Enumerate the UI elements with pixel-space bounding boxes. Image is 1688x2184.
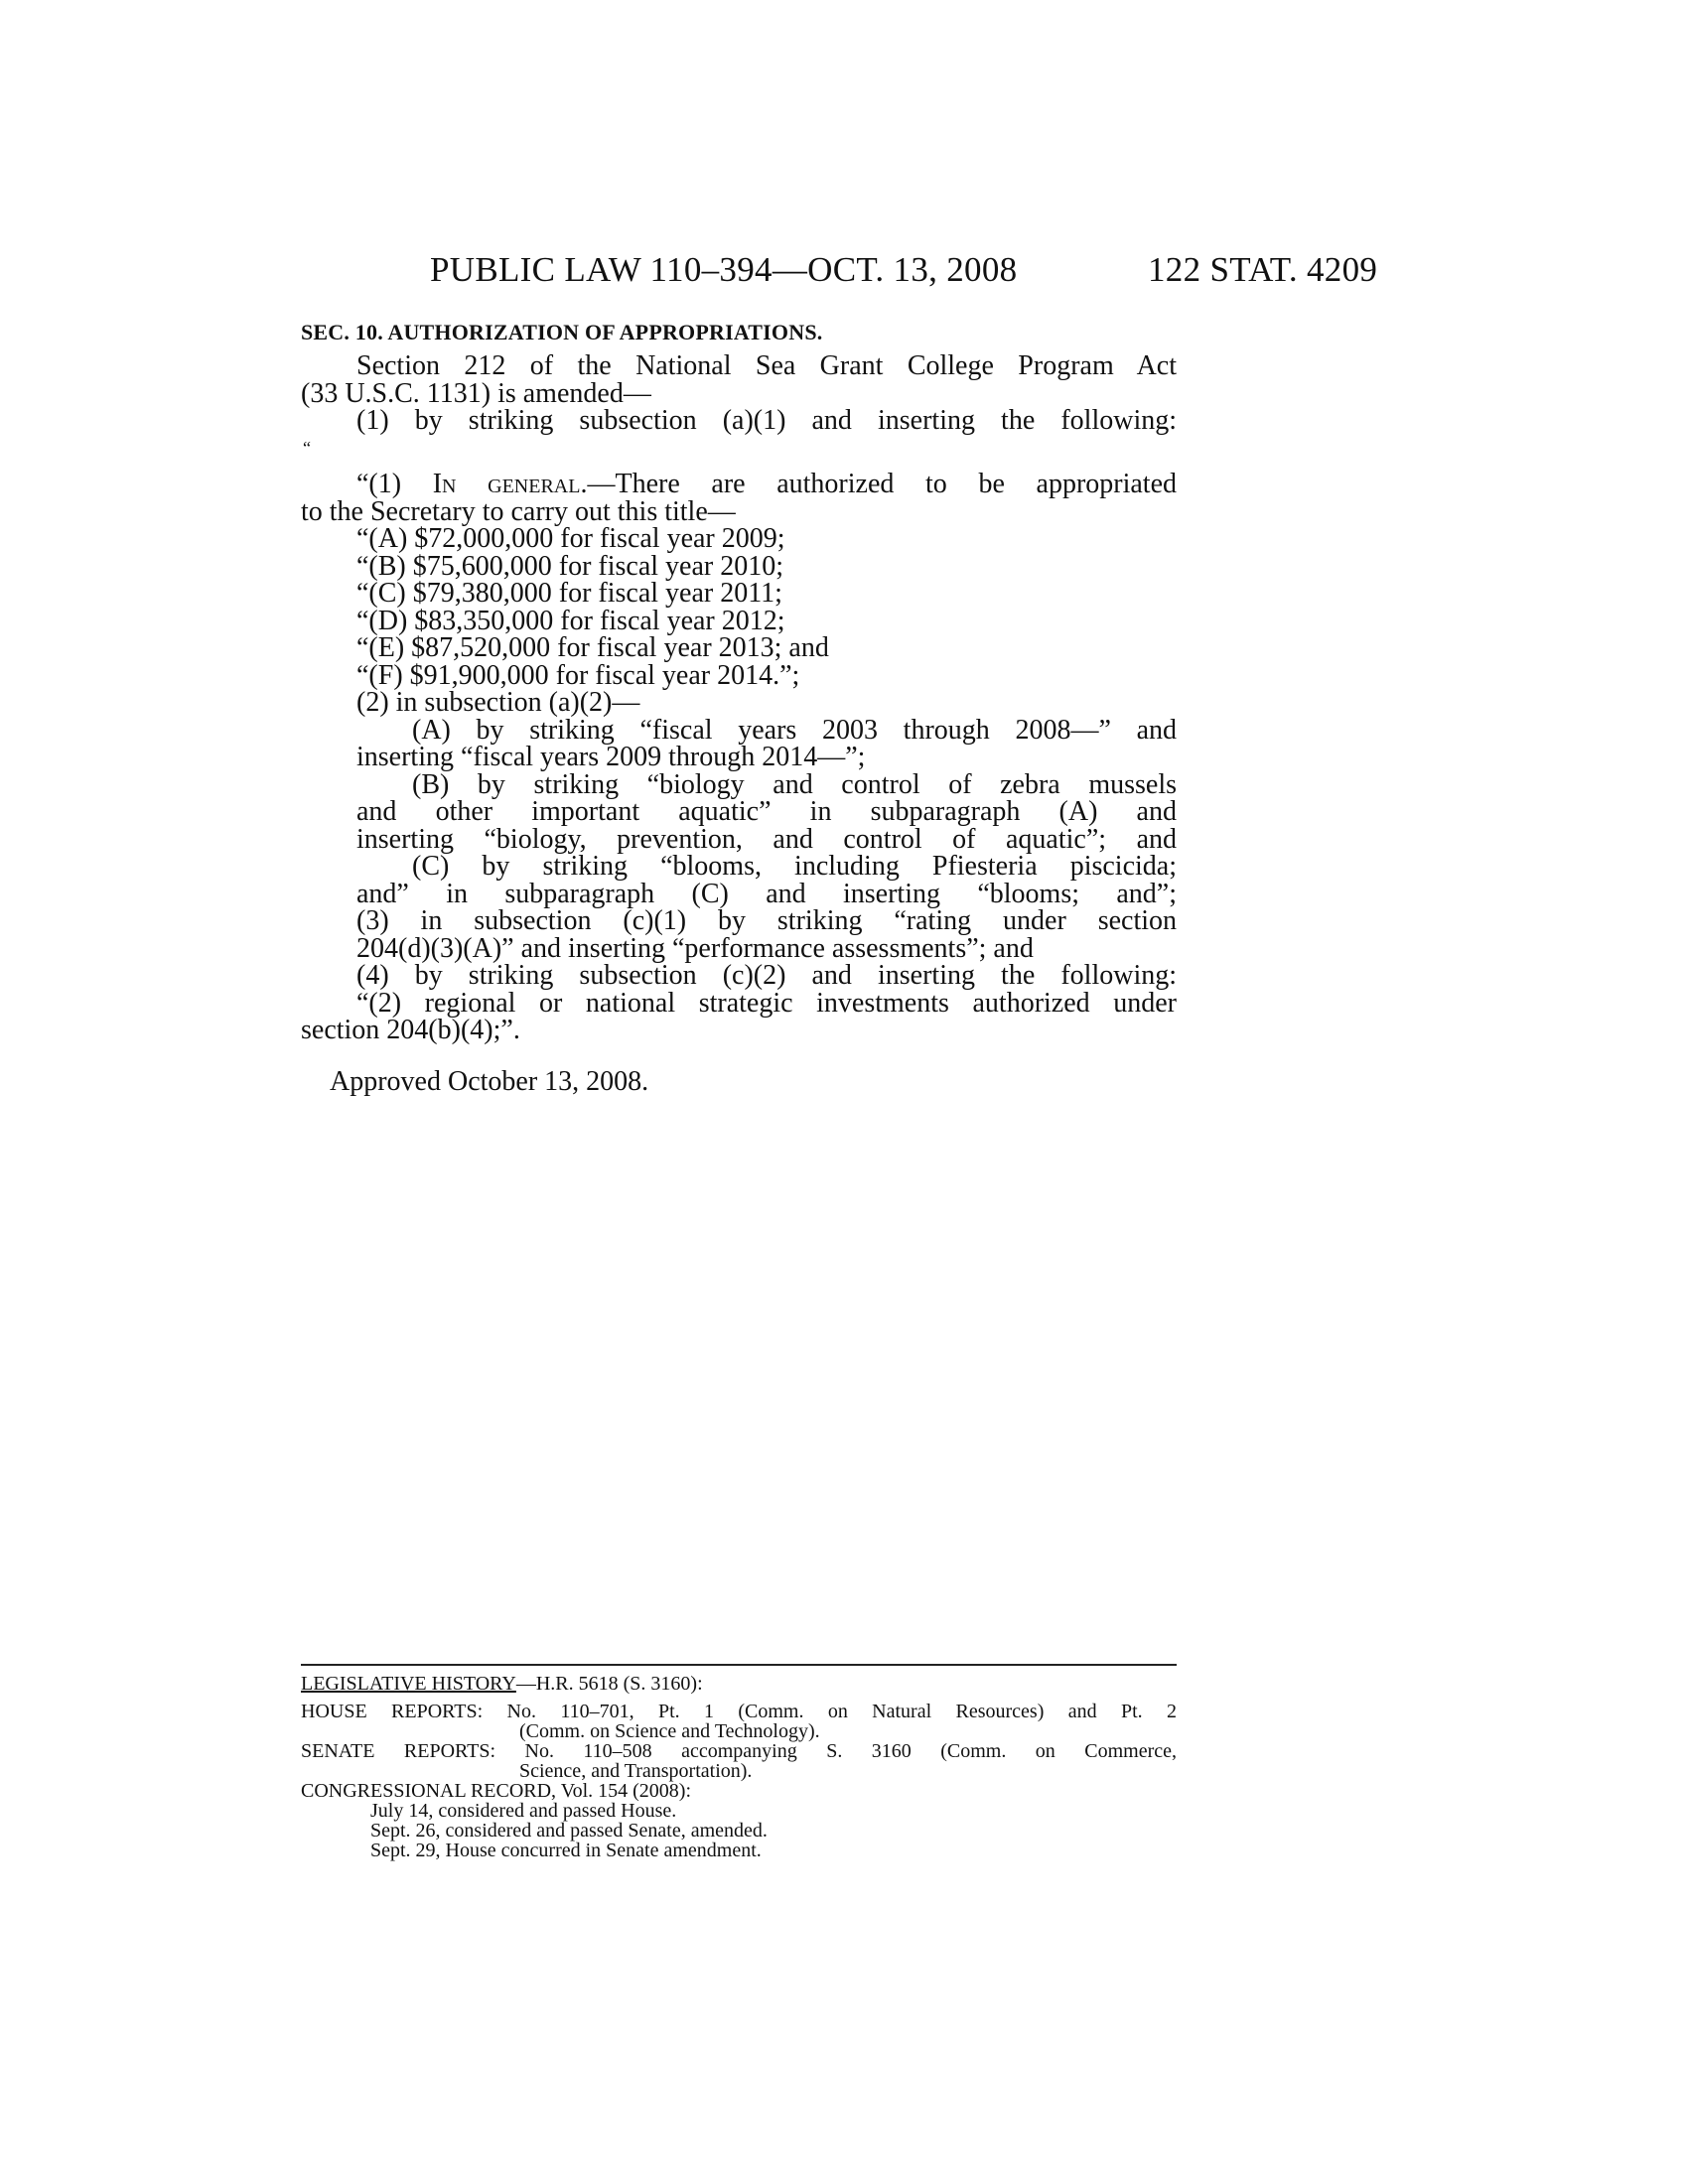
legislative-history-bill: —H.R. 5618 (S. 3160): [515,1673,703,1695]
legislative-history [301,1664,1177,1860]
record-action: July 14, considered and passed House. [370,1800,677,1822]
body-line: (A) by striking “fiscal years 2003 through 2008—” and [412,714,1177,746]
body-line: inserting “biology, prevention, and control of aquatic”; and [356,823,1177,855]
paragraph-heading: In general [432,469,581,499]
house-reports-continuation: (Comm. on Science and Technology). [519,1720,820,1742]
paragraph-number: “(1) [356,469,433,499]
appropriation-item: “(C) $79,380,000 for fiscal year 2011; [356,578,782,609]
body-line: inserting “fiscal years 2009 through 2014—”; [356,742,866,772]
legislative-history-label: LEGISLATIVE HISTORY [301,1673,516,1695]
record-action: Sept. 26, considered and passed Senate, amended. [370,1820,768,1842]
body-line: “ [303,437,311,458]
appropriation-item: “(B) $75,600,000 for fiscal year 2010; [356,550,783,582]
body-line: (2) in subsection (a)(2)— [356,687,640,718]
appropriation-item: “(D) $83,350,000 for fiscal year 2012; [356,605,785,636]
approval-date: Approved October 13, 2008. [330,1066,649,1097]
body-line: and” in subparagraph (C) and inserting “blooms; and”; [356,878,1177,909]
body-line: and other important aquatic” in subparagraph (A) and [356,796,1177,827]
body-line: Section 212 of the National Sea Grant College Program Act [356,350,1177,381]
body-line: (C) by striking “blooms, including Pfiesteria piscicida; [412,851,1177,882]
statute-page-reference: 122 STAT. 4209 [1148,250,1378,289]
record-action: Sept. 29, House concurred in Senate amendment. [370,1840,762,1861]
body-line: to the Secretary to carry out this title— [301,495,736,527]
house-reports-line: HOUSE REPORTS: No. 110–701, Pt. 1 (Comm. on Natural Resources) and Pt. 2 [301,1701,1177,1722]
congressional-record-line: CONGRESSIONAL RECORD, Vol. 154 (2008): [301,1780,691,1802]
body-line: (3) in subsection (c)(1) by striking “rating under section [356,905,1177,936]
appropriation-item: “(F) $91,900,000 for fiscal year 2014.”; [356,659,800,691]
running-title: PUBLIC LAW 110–394—OCT. 13, 2008 [430,250,1018,289]
footnote-divider [301,1664,1177,1666]
paragraph-text: .—There are authorized to be appropriated [580,469,1178,499]
appropriation-item: “(E) $87,520,000 for fiscal year 2013; and [356,632,829,663]
senate-reports-line: SENATE REPORTS: No. 110–508 accompanying S. 3160 (Comm. on Commerce, [301,1740,1177,1762]
section-body [301,352,1177,1044]
body-line [301,471,1177,498]
body-line: (1) by striking subsection (a)(1) and inserting the following: [356,405,1177,436]
appropriation-item: “(A) $72,000,000 for fiscal year 2009; [356,523,785,554]
section-heading: SEC. 10. AUTHORIZATION OF APPROPRIATIONS. [301,320,823,344]
body-line: 204(d)(3)(A)” and inserting “performance assessments”; and [356,932,1034,964]
body-line: (4) by striking subsection (c)(2) and inserting the following: [356,960,1177,991]
senate-reports-continuation: Science, and Transportation). [519,1760,753,1782]
running-header [0,250,1688,290]
body-line: (33 U.S.C. 1131) is amended— [301,377,651,409]
legislative-history-heading [301,1674,1177,1694]
body-line: “(2) regional or national strategic investments authorized under [356,987,1177,1019]
body-line: section 204(b)(4);”. [301,1015,520,1045]
body-line: (B) by striking “biology and control of zebra mussels [412,768,1177,800]
